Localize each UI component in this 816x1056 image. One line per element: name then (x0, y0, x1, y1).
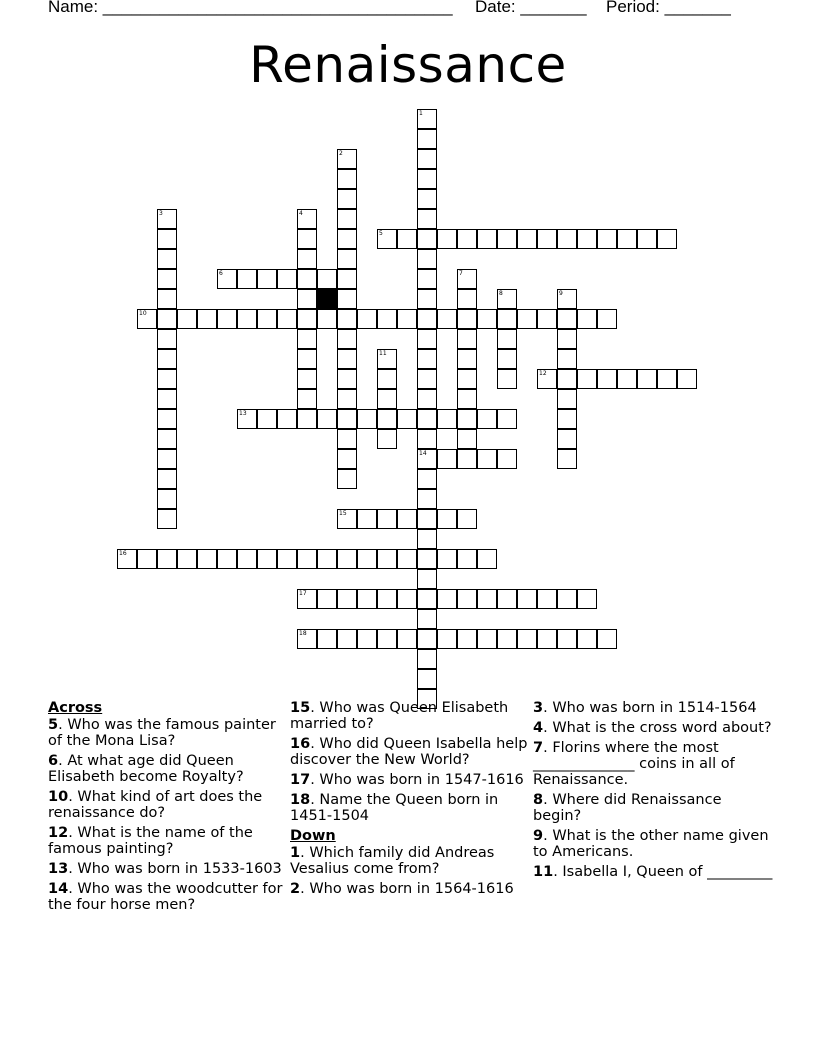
grid-cell[interactable] (297, 209, 317, 229)
grid-cell[interactable] (337, 409, 357, 429)
clue-item: 9. What is the other name given to Americans. (533, 828, 769, 860)
grid-cell[interactable] (457, 369, 477, 389)
page-title: Renaissance (249, 36, 567, 94)
grid-cell[interactable] (477, 589, 497, 609)
grid-cell[interactable] (457, 629, 477, 649)
grid-cell[interactable] (417, 389, 437, 409)
grid-cell[interactable] (457, 509, 477, 529)
cell-number: 10 (139, 310, 147, 317)
grid-cell[interactable] (557, 309, 577, 329)
cell-number: 9 (559, 290, 563, 297)
grid-cell[interactable] (337, 509, 357, 529)
grid-cell[interactable] (297, 369, 317, 389)
clue-item: 11. Isabella I, Queen of _________ (533, 864, 773, 880)
grid-cell[interactable] (457, 409, 477, 429)
grid-cell[interactable] (517, 229, 537, 249)
grid-cell[interactable] (497, 349, 517, 369)
grid-cell[interactable] (397, 229, 417, 249)
cell-number: 16 (119, 550, 127, 557)
clue-text: Who was Queen Elisabeth married to? (290, 700, 509, 732)
name-field-label: Name: _____________________________________ (48, 0, 453, 16)
clue-item: 4. What is the cross word about? (533, 720, 772, 736)
grid-cell[interactable] (337, 589, 357, 609)
grid-cell[interactable] (197, 309, 217, 329)
grid-cell[interactable] (437, 449, 457, 469)
clue-number: 14 (48, 881, 69, 897)
grid-cell[interactable] (157, 489, 177, 509)
grid-cell[interactable] (577, 589, 597, 609)
grid-cell[interactable] (557, 389, 577, 409)
grid-cell[interactable] (117, 549, 137, 569)
grid-cell[interactable] (177, 549, 197, 569)
grid-cell[interactable] (417, 629, 437, 649)
grid-cell[interactable] (217, 269, 237, 289)
grid-cell[interactable] (577, 309, 597, 329)
clue-number: 9 (533, 828, 544, 844)
grid-cell[interactable] (617, 369, 637, 389)
grid-cell[interactable] (497, 409, 517, 429)
grid-cell[interactable] (537, 309, 557, 329)
grid-cell[interactable] (297, 589, 317, 609)
grid-cell[interactable] (437, 409, 457, 429)
grid-cell[interactable] (277, 269, 297, 289)
clue-text: What is the name of the famous painting? (48, 825, 253, 857)
grid-cell[interactable] (417, 329, 437, 349)
grid-cell[interactable] (497, 289, 517, 309)
clue-text: Name the Queen born in 1451-1504 (290, 792, 499, 824)
grid-cell[interactable] (157, 309, 177, 329)
grid-cell[interactable] (297, 549, 317, 569)
grid-cell[interactable] (337, 629, 357, 649)
grid-cell[interactable] (197, 549, 217, 569)
grid-cell[interactable] (437, 229, 457, 249)
grid-cell[interactable] (417, 669, 437, 689)
cell-number: 8 (499, 290, 503, 297)
cell-number: 17 (299, 590, 307, 597)
grid-cell[interactable] (337, 189, 357, 209)
grid-cell[interactable] (257, 549, 277, 569)
clue-number: 15 (290, 700, 311, 716)
grid-cell[interactable] (397, 509, 417, 529)
grid-cell[interactable] (457, 349, 477, 369)
grid-cell[interactable] (417, 529, 437, 549)
grid-cell[interactable] (337, 309, 357, 329)
grid-cell[interactable] (217, 309, 237, 329)
clue-text: Where did Renaissance begin? (533, 792, 722, 824)
grid-cell[interactable] (317, 549, 337, 569)
grid-cell[interactable] (277, 549, 297, 569)
grid-cell[interactable] (337, 549, 357, 569)
grid-cell[interactable] (237, 269, 257, 289)
clue-number: 6 (48, 753, 59, 769)
grid-cell[interactable] (417, 569, 437, 589)
clues-column-2 (290, 700, 530, 901)
grid-cell[interactable] (577, 229, 597, 249)
clues-column-1 (48, 700, 283, 917)
grid-cell[interactable] (557, 429, 577, 449)
grid-black-cell (317, 289, 337, 309)
grid-cell[interactable] (297, 409, 317, 429)
grid-cell[interactable] (477, 409, 497, 429)
grid-cell[interactable] (257, 409, 277, 429)
clue-item: 16. Who did Queen Isabella help discover the New World? (290, 736, 528, 768)
grid-cell[interactable] (497, 629, 517, 649)
grid-cell[interactable] (317, 269, 337, 289)
grid-cell[interactable] (157, 209, 177, 229)
grid-cell[interactable] (457, 449, 477, 469)
clue-section-heading: Across (48, 700, 103, 716)
grid-cell[interactable] (577, 369, 597, 389)
grid-cell[interactable] (237, 549, 257, 569)
grid-cell[interactable] (557, 229, 577, 249)
grid-cell[interactable] (137, 549, 157, 569)
grid-cell[interactable] (657, 229, 677, 249)
cell-number: 3 (159, 210, 163, 217)
clue-item: 3. Who was born in 1514-1564 (533, 700, 757, 716)
grid-cell[interactable] (437, 509, 457, 529)
grid-cell[interactable] (377, 549, 397, 569)
clue-item: 15. Who was Queen Elisabeth married to? (290, 700, 509, 732)
clue-item: 8. Where did Renaissance begin? (533, 792, 722, 824)
grid-cell[interactable] (157, 329, 177, 349)
grid-cell[interactable] (337, 169, 357, 189)
clue-text: Which family did Andreas Vesalius come from? (290, 845, 495, 877)
clue-text: At what age did Queen Elisabeth become Royalty? (48, 753, 244, 785)
grid-cell[interactable] (477, 629, 497, 649)
grid-cell[interactable] (217, 549, 237, 569)
grid-cell[interactable] (337, 149, 357, 169)
grid-cell[interactable] (297, 349, 317, 369)
grid-cell[interactable] (597, 309, 617, 329)
clue-item: 10. What kind of art does the renaissance do? (48, 789, 263, 821)
grid-cell[interactable] (597, 229, 617, 249)
grid-cell[interactable] (297, 269, 317, 289)
grid-cell[interactable] (417, 249, 437, 269)
grid-cell[interactable] (377, 509, 397, 529)
cell-number: 11 (379, 350, 387, 357)
clue-item: 12. What is the name of the famous painting? (48, 825, 253, 857)
grid-cell[interactable] (637, 229, 657, 249)
grid-cell[interactable] (377, 589, 397, 609)
clue-number: 12 (48, 825, 69, 841)
grid-cell[interactable] (417, 189, 437, 209)
clue-text: Who did Queen Isabella help discover the New World? (290, 736, 528, 768)
clue-item: 6. At what age did Queen Elisabeth become Royalty? (48, 753, 244, 785)
grid-cell[interactable] (397, 549, 417, 569)
grid-cell[interactable] (517, 589, 537, 609)
grid-cell[interactable] (417, 169, 437, 189)
grid-cell[interactable] (437, 589, 457, 609)
grid-cell[interactable] (157, 509, 177, 529)
grid-cell[interactable] (577, 629, 597, 649)
grid-cell[interactable] (597, 369, 617, 389)
cell-number: 2 (339, 150, 343, 157)
grid-cell[interactable] (437, 309, 457, 329)
clue-number: 5 (48, 717, 59, 733)
grid-cell[interactable] (257, 269, 277, 289)
clue-number: 11 (533, 864, 554, 880)
grid-cell[interactable] (457, 429, 477, 449)
grid-cell[interactable] (317, 409, 337, 429)
clue-number: 8 (533, 792, 544, 808)
grid-cell[interactable] (537, 229, 557, 249)
clue-text: Who was the famous painter of the Mona Lisa? (48, 717, 276, 749)
grid-cell[interactable] (377, 389, 397, 409)
grid-cell[interactable] (417, 609, 437, 629)
grid-cell[interactable] (297, 629, 317, 649)
grid-cell[interactable] (537, 369, 557, 389)
clues-column-3 (533, 700, 773, 884)
grid-cell[interactable] (357, 509, 377, 529)
cell-number: 14 (419, 450, 427, 457)
grid-cell[interactable] (557, 449, 577, 469)
grid-cell[interactable] (417, 129, 437, 149)
clue-number: 13 (48, 861, 69, 877)
grid-cell[interactable] (557, 629, 577, 649)
grid-cell[interactable] (497, 589, 517, 609)
grid-cell[interactable] (457, 269, 477, 289)
clue-number: 17 (290, 772, 311, 788)
grid-cell[interactable] (417, 449, 437, 469)
grid-cell[interactable] (457, 309, 477, 329)
cell-number: 12 (539, 370, 547, 377)
grid-cell[interactable] (417, 409, 437, 429)
grid-cell[interactable] (457, 229, 477, 249)
grid-cell[interactable] (557, 329, 577, 349)
grid-cell[interactable] (417, 209, 437, 229)
grid-cell[interactable] (377, 229, 397, 249)
cell-number: 5 (379, 230, 383, 237)
clue-text: Florins where the most ______________ coins in all of Renaissance. (533, 740, 735, 788)
grid-cell[interactable] (397, 629, 417, 649)
clue-number: 3 (533, 700, 544, 716)
grid-cell[interactable] (517, 309, 537, 329)
grid-cell[interactable] (417, 489, 437, 509)
grid-cell[interactable] (417, 649, 437, 669)
grid-cell[interactable] (337, 389, 357, 409)
grid-cell[interactable] (457, 329, 477, 349)
grid-cell[interactable] (457, 389, 477, 409)
grid-cell[interactable] (357, 309, 377, 329)
grid-cell[interactable] (537, 589, 557, 609)
clue-text: Who was born in 1547-1616 (319, 772, 524, 788)
grid-cell[interactable] (337, 469, 357, 489)
grid-cell[interactable] (397, 589, 417, 609)
grid-cell[interactable] (557, 349, 577, 369)
grid-cell[interactable] (297, 229, 317, 249)
grid-cell[interactable] (157, 389, 177, 409)
grid-cell[interactable] (617, 229, 637, 249)
grid-cell[interactable] (557, 369, 577, 389)
grid-cell[interactable] (497, 369, 517, 389)
grid-cell[interactable] (377, 629, 397, 649)
grid-cell[interactable] (417, 589, 437, 609)
grid-cell[interactable] (237, 309, 257, 329)
grid-cell[interactable] (417, 369, 437, 389)
clue-item: 17. Who was born in 1547-1616 (290, 772, 524, 788)
grid-cell[interactable] (417, 549, 437, 569)
grid-cell[interactable] (597, 629, 617, 649)
clue-text: What is the other name given to Americans. (533, 828, 769, 860)
grid-cell[interactable] (157, 549, 177, 569)
grid-cell[interactable] (157, 469, 177, 489)
clue-number: 7 (533, 740, 544, 756)
grid-cell[interactable] (417, 309, 437, 329)
grid-cell[interactable] (157, 289, 177, 309)
grid-cell[interactable] (477, 309, 497, 329)
grid-cell[interactable] (397, 309, 417, 329)
grid-cell[interactable] (297, 289, 317, 309)
grid-cell[interactable] (417, 109, 437, 129)
grid-cell[interactable] (277, 409, 297, 429)
cell-number: 13 (239, 410, 247, 417)
grid-cell[interactable] (637, 369, 657, 389)
grid-cell[interactable] (297, 389, 317, 409)
cell-number: 18 (299, 630, 307, 637)
grid-cell[interactable] (337, 329, 357, 349)
grid-cell[interactable] (477, 229, 497, 249)
clue-text: What kind of art does the renaissance do? (48, 789, 263, 821)
grid-cell[interactable] (517, 629, 537, 649)
date-field-label: Date: _______ (475, 0, 587, 16)
grid-cell[interactable] (457, 589, 477, 609)
grid-cell[interactable] (417, 429, 437, 449)
grid-cell[interactable] (337, 249, 357, 269)
clue-item: 14. Who was the woodcutter for the four horse men? (48, 881, 283, 913)
grid-cell[interactable] (297, 329, 317, 349)
clue-number: 10 (48, 789, 69, 805)
clue-text: Who was the woodcutter for the four horse men? (48, 881, 283, 913)
grid-cell[interactable] (417, 509, 437, 529)
grid-cell[interactable] (557, 409, 577, 429)
cell-number: 15 (339, 510, 347, 517)
grid-cell[interactable] (557, 589, 577, 609)
grid-cell[interactable] (277, 309, 297, 329)
clue-number: 4 (533, 720, 544, 736)
grid-cell[interactable] (337, 269, 357, 289)
grid-cell[interactable] (477, 549, 497, 569)
clue-item: 13. Who was born in 1533-1603 (48, 861, 282, 877)
grid-cell[interactable] (457, 549, 477, 569)
grid-cell[interactable] (357, 589, 377, 609)
clue-section-heading: Down (290, 828, 336, 844)
grid-cell[interactable] (417, 229, 437, 249)
grid-cell[interactable] (317, 589, 337, 609)
clue-number: 16 (290, 736, 311, 752)
grid-cell[interactable] (337, 349, 357, 369)
cell-number: 4 (299, 210, 303, 217)
grid-cell[interactable] (317, 629, 337, 649)
clue-number: 1 (290, 845, 301, 861)
cell-number: 1 (419, 110, 423, 117)
grid-cell[interactable] (537, 629, 557, 649)
grid-cell[interactable] (137, 309, 157, 329)
grid-cell[interactable] (497, 309, 517, 329)
clue-item: 5. Who was the famous painter of the Mona Lisa? (48, 717, 276, 749)
grid-cell[interactable] (157, 409, 177, 429)
grid-cell[interactable] (157, 269, 177, 289)
grid-cell[interactable] (337, 429, 357, 449)
grid-cell[interactable] (337, 369, 357, 389)
grid-cell[interactable] (357, 409, 377, 429)
clue-item: 2. Who was born in 1564-1616 (290, 881, 514, 897)
grid-cell[interactable] (357, 549, 377, 569)
grid-cell[interactable] (357, 629, 377, 649)
grid-cell[interactable] (337, 229, 357, 249)
grid-cell[interactable] (237, 409, 257, 429)
grid-cell[interactable] (497, 229, 517, 249)
grid-cell[interactable] (377, 369, 397, 389)
grid-cell[interactable] (437, 629, 457, 649)
clue-item: 1. Which family did Andreas Vesalius come from? (290, 845, 495, 877)
grid-cell[interactable] (377, 349, 397, 369)
grid-cell[interactable] (317, 309, 337, 329)
grid-cell[interactable] (557, 289, 577, 309)
grid-cell[interactable] (377, 429, 397, 449)
clue-item: 18. Name the Queen born in 1451-1504 (290, 792, 499, 824)
clue-text: Isabella I, Queen of _________ (562, 864, 773, 880)
grid-cell[interactable] (677, 369, 697, 389)
grid-cell[interactable] (337, 209, 357, 229)
grid-cell[interactable] (497, 329, 517, 349)
grid-cell[interactable] (497, 449, 517, 469)
grid-cell[interactable] (257, 309, 277, 329)
clue-text: Who was born in 1514-1564 (552, 700, 757, 716)
grid-cell[interactable] (157, 369, 177, 389)
grid-cell[interactable] (157, 449, 177, 469)
clue-text: Who was born in 1533-1603 (77, 861, 282, 877)
grid-cell[interactable] (337, 289, 357, 309)
grid-cell[interactable] (297, 249, 317, 269)
grid-cell[interactable] (657, 369, 677, 389)
cell-number: 7 (459, 270, 463, 277)
period-field-label: Period: _______ (606, 0, 731, 16)
clue-text: What is the cross word about? (552, 720, 772, 736)
grid-cell[interactable] (437, 549, 457, 569)
grid-cell[interactable] (377, 309, 397, 329)
grid-cell[interactable] (157, 429, 177, 449)
grid-cell[interactable] (417, 289, 437, 309)
grid-cell[interactable] (157, 349, 177, 369)
clue-text: Who was born in 1564-1616 (309, 881, 514, 897)
clue-number: 18 (290, 792, 311, 808)
grid-cell[interactable] (457, 289, 477, 309)
clue-item: 7. Florins where the most ______________ coins in all of Renaissance. (533, 740, 735, 788)
grid-cell[interactable] (477, 449, 497, 469)
grid-cell[interactable] (397, 409, 417, 429)
grid-cell[interactable] (417, 349, 437, 369)
grid-cell[interactable] (417, 149, 437, 169)
grid-cell[interactable] (157, 249, 177, 269)
grid-cell[interactable] (377, 409, 397, 429)
grid-cell[interactable] (337, 449, 357, 469)
grid-cell[interactable] (417, 269, 437, 289)
clue-number: 2 (290, 881, 301, 897)
grid-cell[interactable] (177, 309, 197, 329)
grid-cell[interactable] (417, 469, 437, 489)
grid-cell[interactable] (297, 309, 317, 329)
cell-number: 6 (219, 270, 223, 277)
grid-cell[interactable] (157, 229, 177, 249)
